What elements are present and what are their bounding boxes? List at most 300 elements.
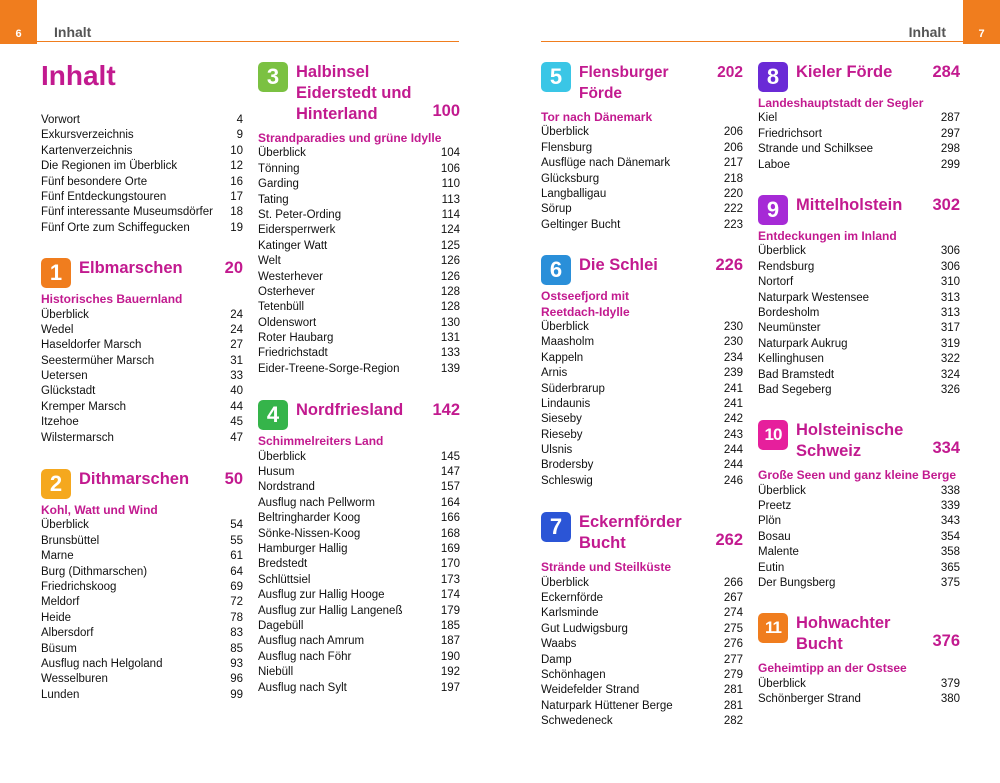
toc-entry[interactable] (758, 275, 960, 290)
toc-entry-page: 27 (230, 339, 243, 352)
toc-entry-label: Vorwort (41, 114, 80, 126)
toc-entry-page: 185 (440, 619, 460, 632)
toc-entry[interactable] (41, 415, 243, 430)
toc-entry-label: Friedrichsort (758, 127, 822, 140)
section-title: Die Schlei (579, 256, 658, 275)
toc-entry[interactable] (758, 677, 960, 692)
toc-entry-page: 375 (940, 577, 960, 590)
toc-entry-page: 24 (230, 308, 243, 321)
toc-entry-page: 9 (236, 129, 243, 142)
toc-entry-page: 17 (230, 190, 243, 203)
section-page: 100 (432, 102, 460, 120)
section-hohwachter-bucht (758, 613, 960, 707)
section-number-badge: 2 (41, 469, 71, 499)
toc-entry[interactable] (758, 158, 960, 173)
toc-entry-label: Westerhever (258, 270, 323, 283)
toc-entry-label: Itzehoe (41, 416, 79, 429)
running-head-left: Inhalt (54, 24, 92, 40)
toc-entry[interactable] (541, 382, 743, 397)
toc-entry-page: 190 (440, 650, 460, 663)
toc-entry-label: Eidersperrwerk (258, 224, 336, 237)
toc-entry-page: 47 (230, 431, 243, 444)
toc-entry-page: 157 (440, 481, 460, 494)
toc-entry-page: 173 (440, 573, 460, 586)
toc-entry[interactable] (258, 254, 460, 269)
toc-entry[interactable] (41, 688, 243, 703)
toc-entry-label: Maasholm (541, 336, 595, 349)
section-mittelholstein (758, 195, 960, 398)
section-number-badge: 1 (41, 258, 71, 288)
section-subtitle: Historisches Bauernland (41, 292, 183, 307)
toc-entry-label: Eider-Treene-Sorge-Region (258, 362, 400, 375)
toc-entry-page: 40 (230, 385, 243, 398)
toc-entry-page: 69 (230, 581, 243, 594)
toc-entry-label: Marne (41, 550, 74, 563)
toc-entry-label: St. Peter-Ording (258, 208, 342, 221)
toc-entry[interactable] (541, 351, 743, 366)
toc-entry-label: Ausflug nach Pellworm (258, 496, 375, 509)
toc-entry-label: Gut Ludwigsburg (541, 622, 628, 635)
toc-entry[interactable] (258, 665, 460, 680)
toc-entry-page: 139 (440, 362, 460, 375)
toc-entry-page: 241 (723, 397, 743, 410)
toc-entry[interactable] (41, 354, 243, 369)
toc-entry-page: 145 (440, 450, 460, 463)
toc-entry-label: Ausflüge nach Dänemark (541, 157, 671, 170)
toc-entry-label: Niebüll (258, 666, 294, 679)
toc-entry[interactable] (41, 159, 243, 174)
section-page: 50 (224, 470, 243, 489)
toc-entry[interactable] (41, 113, 243, 128)
column-3 (541, 62, 743, 730)
toc-entry[interactable] (541, 683, 743, 698)
toc-entry-label: Kartenverzeichnis (41, 144, 133, 157)
toc-entry[interactable] (541, 141, 743, 156)
toc-entry-label: Seestermüher Marsch (41, 354, 155, 367)
section-elbmarschen (41, 258, 243, 446)
toc-entry[interactable] (41, 431, 243, 446)
section-heading[interactable] (758, 195, 960, 223)
toc-entry[interactable] (258, 162, 460, 177)
page-number-left: 6 (15, 28, 22, 40)
toc-entry-page: 244 (723, 459, 743, 472)
toc-entry-page: 128 (440, 285, 460, 298)
toc-entry-page: 61 (230, 550, 243, 563)
toc-entry-page: 358 (940, 546, 960, 559)
toc-entry[interactable] (41, 642, 243, 657)
toc-entry[interactable] (258, 193, 460, 208)
toc-entry[interactable] (258, 480, 460, 495)
toc-entry-page: 326 (940, 383, 960, 396)
toc-entry[interactable] (258, 208, 460, 223)
toc-entry-label: Ausflug nach Föhr (258, 650, 352, 663)
toc-entry-label: Büsum (41, 642, 77, 655)
page-title: Inhalt (41, 60, 116, 91)
toc-entry-page: 230 (723, 320, 743, 333)
toc-entry[interactable] (541, 412, 743, 427)
toc-entry-label: Haseldorfer Marsch (41, 339, 142, 352)
toc-entry-page: 313 (940, 306, 960, 319)
section-heading[interactable] (258, 400, 460, 428)
section-heading[interactable] (41, 258, 243, 286)
toc-entry[interactable] (41, 308, 243, 323)
page-number-right: 7 (978, 28, 985, 40)
toc-entry-page: 31 (230, 354, 243, 367)
toc-entry-page: 166 (440, 512, 460, 525)
toc-entry[interactable] (258, 650, 460, 665)
toc-entry-page: 19 (230, 221, 243, 234)
toc-entry-label: Nordstrand (258, 481, 315, 494)
toc-entry[interactable] (758, 545, 960, 560)
toc-entry[interactable] (258, 285, 460, 300)
section-subtitle: Entdeckungen im Inland (758, 228, 897, 243)
toc-entry-page: 339 (940, 500, 960, 513)
section-page: 142 (432, 401, 460, 420)
toc-entry-label: Heide (41, 611, 72, 624)
toc-entry-label: Katinger Watt (258, 239, 328, 252)
toc-entry[interactable] (41, 175, 243, 190)
toc-entry-label: Laboe (758, 158, 790, 171)
toc-entry-label: Malente (758, 546, 799, 559)
toc-entry-label: Albersdorf (41, 627, 94, 640)
section-page: 202 (717, 64, 743, 81)
toc-entry-page: 230 (723, 336, 743, 349)
toc-entry-page: 266 (723, 576, 743, 589)
toc-entry[interactable] (541, 335, 743, 350)
toc-entry[interactable] (541, 668, 743, 683)
toc-entry[interactable] (541, 622, 743, 637)
toc-entry[interactable] (541, 218, 743, 233)
toc-entry[interactable] (541, 156, 743, 171)
toc-entry[interactable] (758, 291, 960, 306)
toc-entry[interactable] (541, 576, 743, 591)
toc-entry[interactable] (758, 127, 960, 142)
section-nordfriesland (258, 400, 460, 696)
toc-entry[interactable] (41, 338, 243, 353)
toc-entry-page: 96 (230, 673, 243, 686)
toc-entry[interactable] (41, 534, 243, 549)
section-page: 302 (932, 195, 960, 214)
toc-entry[interactable] (758, 321, 960, 336)
toc-entry-label: Lunden (41, 688, 80, 701)
toc-entry-page: 187 (440, 635, 460, 648)
toc-entry[interactable] (41, 595, 243, 610)
toc-entry[interactable] (41, 128, 243, 143)
section-page: 334 (932, 439, 960, 458)
toc-entry-label: Überblick (258, 147, 306, 160)
toc-entry[interactable] (258, 331, 460, 346)
toc-entry-label: Arnis (541, 367, 568, 380)
toc-entry-label: Tönning (258, 162, 300, 175)
toc-entry[interactable] (258, 239, 460, 254)
section-subtitle: Große Seen und ganz kleine Berge (758, 468, 957, 483)
section-number-badge: 5 (541, 62, 571, 92)
toc-entry-page: 242 (723, 413, 743, 426)
toc-entry[interactable] (758, 383, 960, 398)
toc-entry[interactable] (541, 714, 743, 729)
toc-entry-page: 274 (723, 607, 743, 620)
toc-entry-page: 298 (940, 143, 960, 156)
section-heading[interactable] (41, 469, 243, 497)
toc-entry[interactable] (541, 125, 743, 140)
toc-entry[interactable] (258, 223, 460, 238)
toc-entry-page: 206 (723, 141, 743, 154)
section-page: 262 (715, 531, 743, 550)
toc-entry-page: 130 (440, 316, 460, 329)
section-flensburger-foerde (541, 62, 743, 233)
toc-entry-label: Ausflug nach Sylt (258, 681, 347, 694)
section-heading[interactable] (541, 255, 743, 283)
toc-entry[interactable] (258, 681, 460, 696)
toc-entry[interactable] (258, 619, 460, 634)
toc-entry[interactable] (541, 397, 743, 412)
page-number-tab-right (963, 0, 1000, 44)
toc-entry-label: Osterhever (258, 285, 315, 298)
section-dithmarschen (41, 469, 243, 703)
toc-entry-label: Rieseby (541, 428, 583, 441)
toc-entry-label: Friedrichskoog (41, 581, 117, 594)
toc-entry-label: Sieseby (541, 413, 582, 426)
toc-entry-page: 246 (723, 474, 743, 487)
section-heading[interactable] (541, 62, 743, 104)
toc-entry-label: Bordesholm (758, 306, 820, 319)
section-heading[interactable] (258, 62, 460, 125)
toc-entry-page: 44 (230, 400, 243, 413)
section-subtitle: Strandparadies und grüne Idylle (258, 131, 442, 145)
toc-entry[interactable] (41, 611, 243, 626)
toc-entry-page: 133 (440, 347, 460, 360)
section-title: Flensburger Förde (579, 64, 669, 102)
toc-entry-label: Fünf besondere Orte (41, 175, 148, 188)
toc-entry-label: Naturpark Westensee (758, 291, 870, 304)
toc-entry[interactable] (541, 443, 743, 458)
toc-entry[interactable] (758, 306, 960, 321)
toc-entry[interactable] (541, 653, 743, 668)
toc-entry[interactable] (41, 205, 243, 220)
section-subtitle: Strände und Steilküste (541, 560, 672, 575)
toc-entry-page: 174 (440, 589, 460, 602)
toc-entry-label: Ausflug nach Helgoland (41, 657, 163, 670)
section-heading[interactable] (758, 420, 960, 462)
toc-entry[interactable] (258, 542, 460, 557)
toc-entry[interactable] (758, 111, 960, 126)
toc-entry-page: 33 (230, 370, 243, 383)
toc-entry-label: Kremper Marsch (41, 400, 126, 413)
toc-entry-page: 197 (440, 681, 460, 694)
toc-entry[interactable] (41, 323, 243, 338)
toc-entry[interactable] (541, 606, 743, 621)
toc-entry[interactable] (41, 580, 243, 595)
toc-entry-label: Ausflug nach Amrum (258, 635, 365, 648)
toc-entry-page: 99 (230, 688, 243, 701)
toc-entry[interactable] (258, 450, 460, 465)
toc-entry-label: Überblick (758, 484, 806, 497)
toc-entry[interactable] (258, 300, 460, 315)
toc-entry-label: Brunsbüttel (41, 534, 100, 547)
section-page: 376 (932, 632, 960, 651)
section-title: Eckernförder Bucht (579, 513, 682, 553)
toc-entry-page: 365 (940, 561, 960, 574)
section-heading[interactable] (758, 62, 960, 90)
intro-list (41, 113, 243, 236)
toc-entry[interactable] (258, 573, 460, 588)
toc-entry[interactable] (41, 549, 243, 564)
toc-entry-label: Überblick (41, 308, 89, 321)
toc-entry-page: 24 (230, 323, 243, 336)
toc-entry-label: Lindaunis (541, 397, 591, 410)
toc-entry-page: 239 (723, 367, 743, 380)
toc-entry-label: Strande und Schilksee (758, 143, 874, 156)
toc-entry-label: Bad Bramstedt (758, 368, 835, 381)
section-title: Mittelholstein (796, 195, 903, 214)
section-heading[interactable] (541, 512, 743, 554)
toc-entry[interactable] (258, 588, 460, 603)
toc-entry-page: 64 (230, 565, 243, 578)
toc-entry[interactable] (541, 202, 743, 217)
toc-entry-label: Der Bungsberg (758, 577, 836, 590)
section-subtitle: Ostseefjord mit Reetdach-Idylle (541, 289, 630, 319)
toc-entry-label: Überblick (541, 576, 589, 589)
toc-entry-page: 379 (940, 677, 960, 690)
toc-entry[interactable] (758, 514, 960, 529)
toc-entry[interactable] (758, 561, 960, 576)
toc-entry-page: 222 (723, 203, 743, 216)
toc-entry[interactable] (258, 270, 460, 285)
toc-entry-label: Meldorf (41, 596, 80, 609)
toc-entry-label: Dagebüll (258, 619, 304, 632)
toc-entry[interactable] (258, 604, 460, 619)
toc-entry[interactable] (41, 518, 243, 533)
section-number-badge: 3 (258, 62, 288, 92)
toc-entry-label: Nortorf (758, 276, 794, 289)
toc-entry-page: 343 (940, 515, 960, 528)
toc-entry[interactable] (258, 465, 460, 480)
toc-entry-page: 85 (230, 642, 243, 655)
toc-entry[interactable] (41, 626, 243, 641)
toc-entry-label: Fünf interessante Museumsdörfer (41, 206, 213, 219)
toc-entry[interactable] (758, 352, 960, 367)
toc-entry-label: Überblick (541, 320, 589, 333)
toc-entry[interactable] (258, 496, 460, 511)
toc-entry[interactable] (758, 142, 960, 157)
toc-entry[interactable] (258, 316, 460, 331)
toc-entry-label: Kellinghusen (758, 353, 824, 366)
toc-entry[interactable] (258, 346, 460, 361)
toc-entry[interactable] (258, 362, 460, 377)
toc-entry[interactable] (758, 260, 960, 275)
toc-entry[interactable] (258, 177, 460, 192)
toc-entry[interactable] (258, 511, 460, 526)
toc-entry-label: Langballigau (541, 187, 607, 200)
toc-entry[interactable] (758, 499, 960, 514)
toc-entry-page: 125 (440, 239, 460, 252)
toc-entry-page: 306 (940, 260, 960, 273)
toc-entry[interactable] (541, 320, 743, 335)
toc-entry[interactable] (541, 172, 743, 187)
toc-entry-page: 223 (723, 218, 743, 231)
toc-entry[interactable] (541, 591, 743, 606)
toc-entry-label: Roter Haubarg (258, 332, 334, 345)
toc-entry[interactable] (541, 474, 743, 489)
toc-entry-label: Naturpark Hüttener Berge (541, 699, 673, 712)
section-title: Nordfriesland (296, 401, 404, 420)
toc-entry-page: 126 (440, 270, 460, 283)
toc-entry-label: Überblick (758, 245, 806, 258)
section-title: Halbinsel Eiderstedt und Hinterland (296, 63, 412, 123)
toc-entry-page: 164 (440, 496, 460, 509)
toc-entry-label: Weidefelder Strand (541, 684, 640, 697)
toc-entry[interactable] (541, 637, 743, 652)
toc-entry-label: Kiel (758, 112, 778, 125)
toc-entry[interactable] (541, 428, 743, 443)
toc-entry-label: Damp (541, 653, 572, 666)
toc-entry-page: 319 (940, 337, 960, 350)
toc-entry[interactable] (758, 337, 960, 352)
toc-entry-label: Bosau (758, 530, 791, 543)
toc-entry[interactable] (41, 657, 243, 672)
toc-entry-page: 110 (441, 178, 460, 191)
toc-entry-label: Ulsnis (541, 444, 573, 457)
toc-entry[interactable] (758, 576, 960, 591)
toc-entry[interactable] (258, 634, 460, 649)
toc-entry-label: Süderbrarup (541, 382, 605, 395)
toc-entry[interactable] (541, 458, 743, 473)
toc-entry[interactable] (541, 699, 743, 714)
toc-entry[interactable] (541, 187, 743, 202)
toc-entry-label: Schwedeneck (541, 715, 613, 728)
toc-entry-page: 277 (723, 653, 743, 666)
toc-entry-page: 313 (940, 291, 960, 304)
toc-entry[interactable] (758, 484, 960, 499)
toc-entry-label: Rendsburg (758, 260, 815, 273)
toc-entry[interactable] (41, 672, 243, 687)
toc-entry-page: 83 (230, 627, 243, 640)
toc-entry-label: Schönhagen (541, 669, 606, 681)
toc-entry-label: Eutin (758, 561, 785, 574)
toc-entry[interactable] (758, 530, 960, 545)
toc-entry[interactable] (41, 221, 243, 236)
section-title: Holsteinische Schweiz (796, 421, 904, 461)
toc-entry[interactable] (758, 244, 960, 259)
section-title: Elbmarschen (79, 259, 183, 278)
toc-entry-page: 279 (723, 669, 743, 681)
toc-entry[interactable] (258, 527, 460, 542)
toc-entry-page: 220 (723, 187, 743, 200)
toc-entry[interactable] (258, 557, 460, 572)
toc-entry[interactable] (41, 369, 243, 384)
column-1 (41, 113, 243, 703)
section-heading[interactable] (758, 613, 960, 655)
toc-entry[interactable] (541, 366, 743, 381)
toc-entry-page: 310 (940, 276, 960, 289)
toc-entry-page: 276 (723, 638, 743, 651)
section-title: Hohwachter Bucht (796, 614, 891, 654)
toc-entry-page: 287 (940, 112, 960, 125)
section-subtitle: Landeshauptstadt der Segler (758, 96, 924, 110)
toc-entry[interactable] (41, 190, 243, 205)
toc-entry[interactable] (41, 400, 243, 415)
toc-entry-label: Eckernförde (541, 592, 604, 605)
toc-entry[interactable] (258, 146, 460, 161)
toc-entry[interactable] (41, 565, 243, 580)
section-title: Kieler Förde (796, 63, 893, 81)
toc-entry[interactable] (758, 692, 960, 707)
section-number-badge: 9 (758, 195, 788, 225)
toc-entry[interactable] (758, 368, 960, 383)
toc-entry-page: 244 (723, 444, 743, 457)
toc-entry[interactable] (41, 144, 243, 159)
toc-entry[interactable] (41, 384, 243, 399)
